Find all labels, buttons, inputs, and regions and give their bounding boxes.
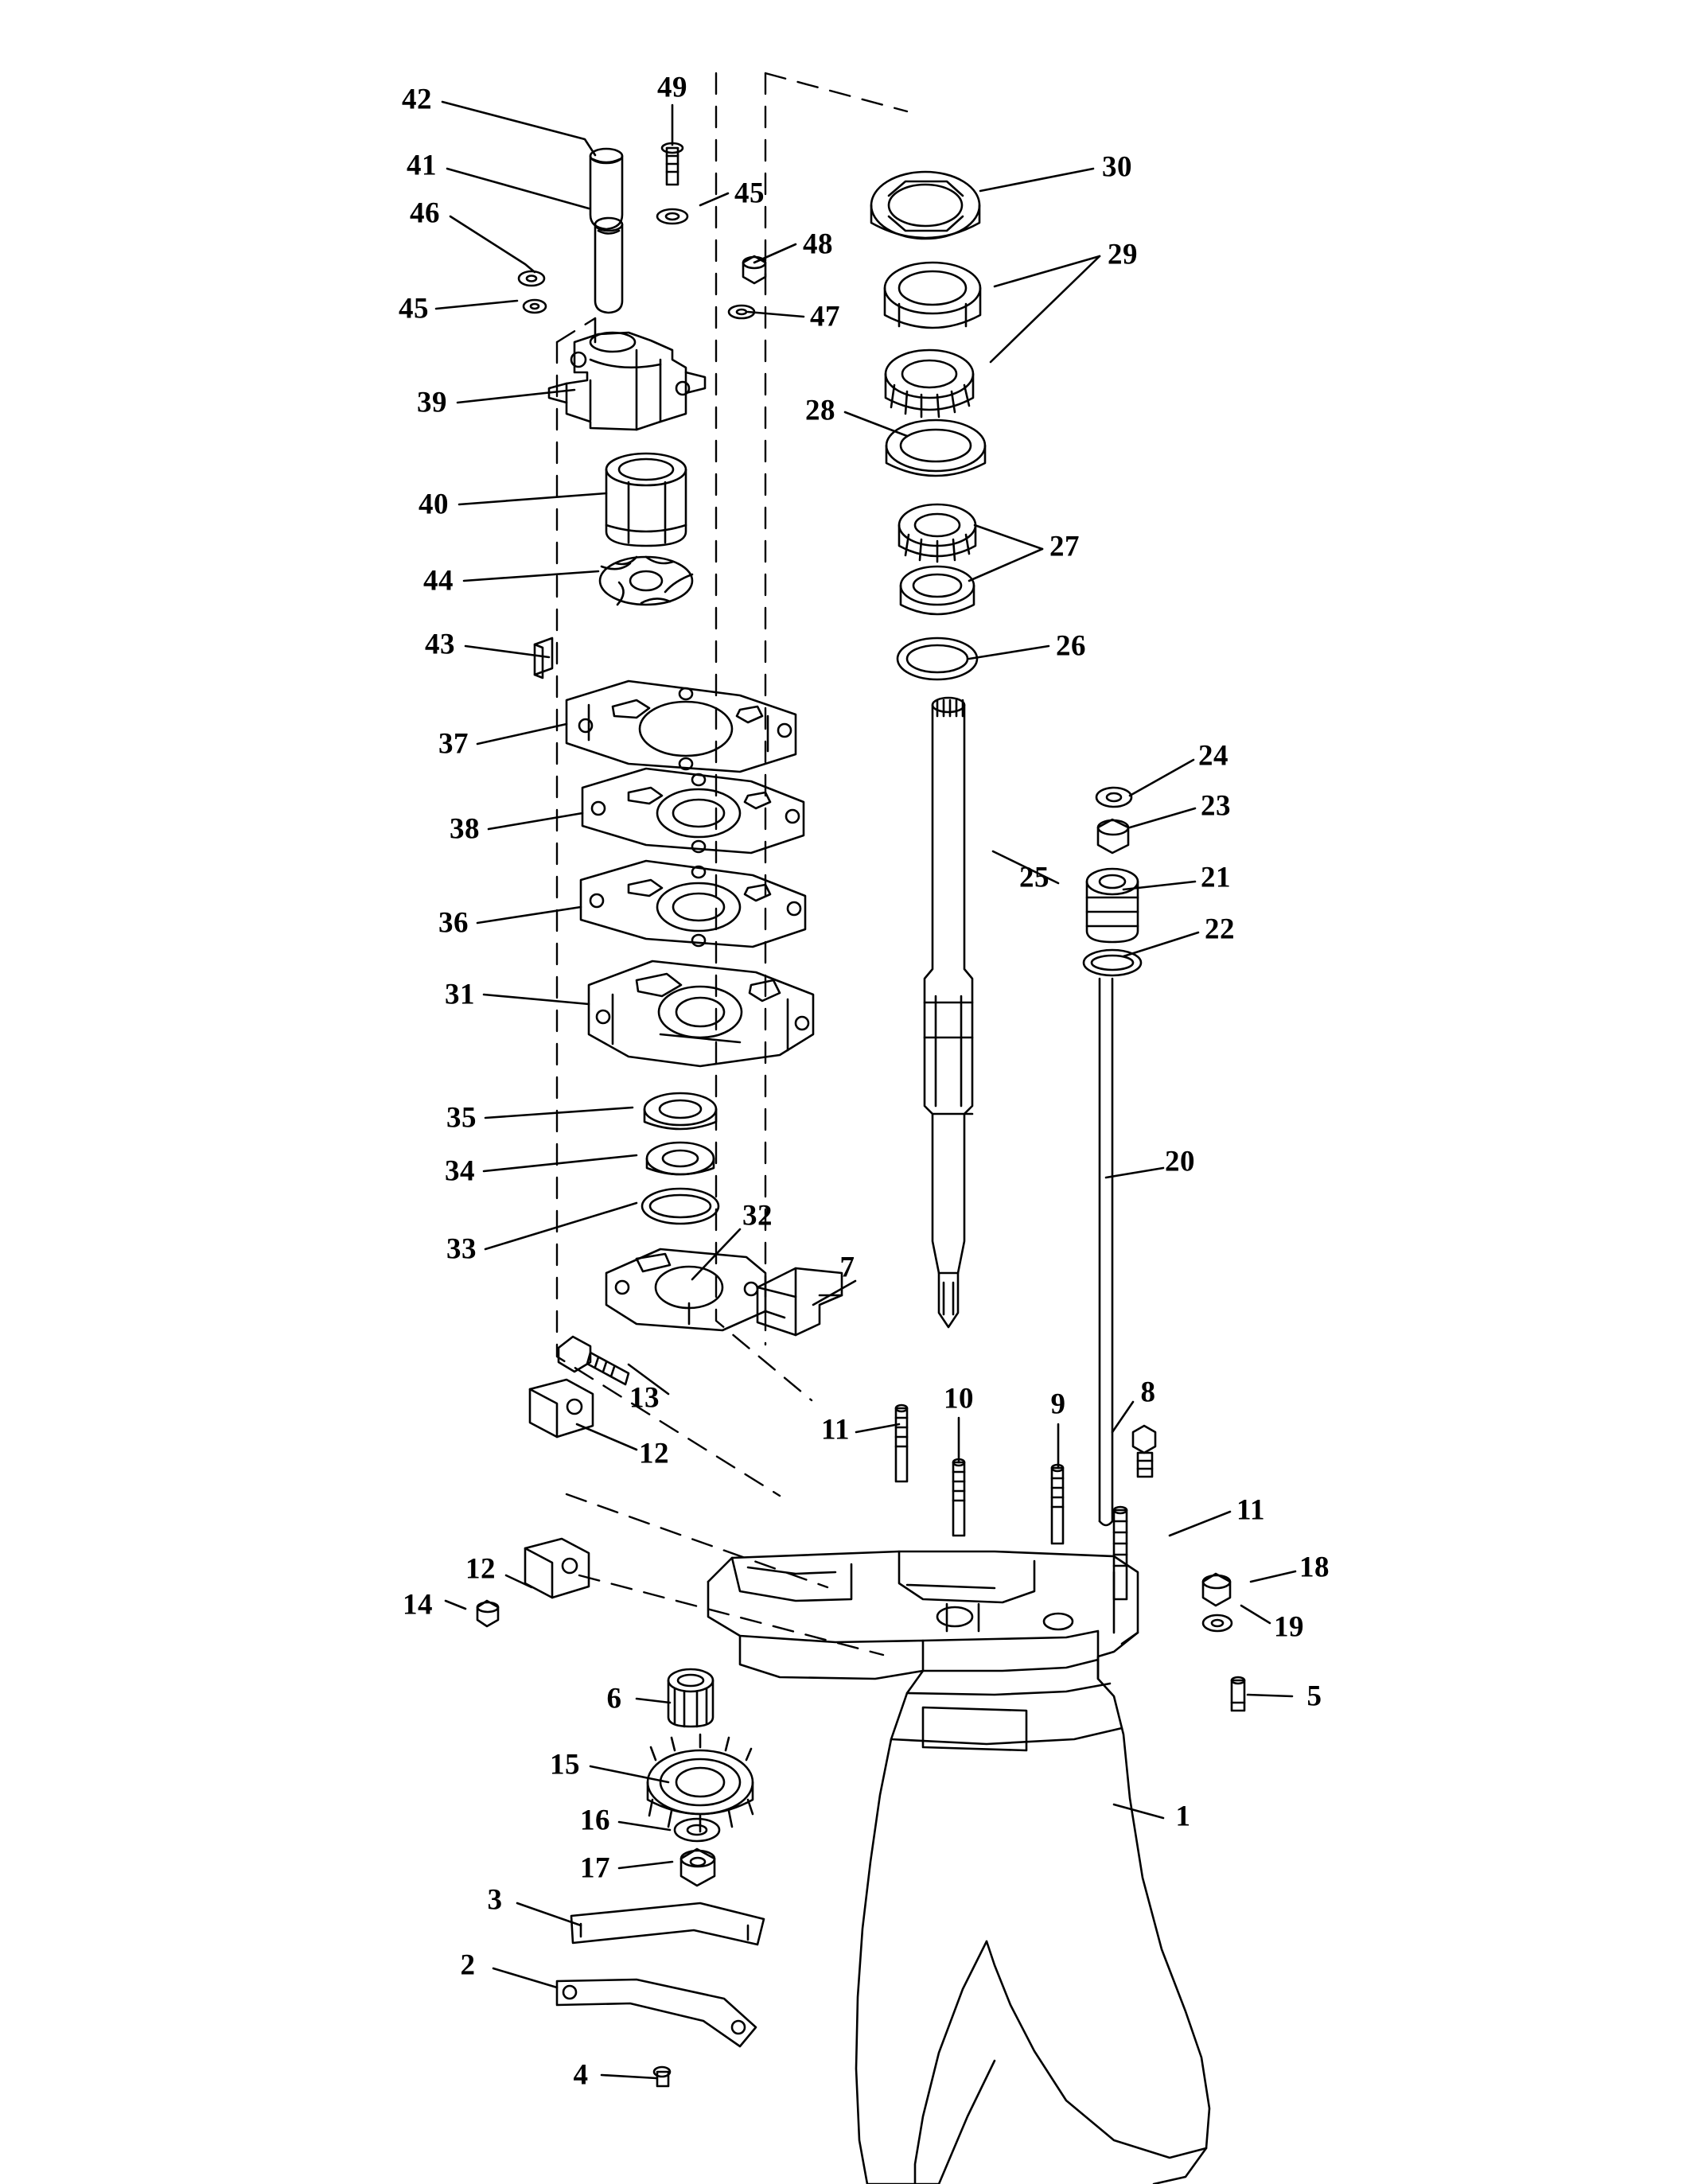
callout-12-lower: 12 [465, 1552, 496, 1586]
callout-37: 37 [438, 727, 469, 761]
callout-10: 10 [944, 1382, 974, 1415]
callout-39: 39 [417, 386, 447, 419]
callout-46: 46 [410, 197, 440, 230]
callout-49: 49 [657, 71, 687, 104]
callout-41: 41 [407, 149, 437, 182]
callout-36: 36 [438, 906, 469, 940]
callout-11-left: 11 [821, 1413, 850, 1446]
callout-33: 33 [446, 1232, 477, 1266]
callout-4: 4 [573, 2058, 589, 2092]
callout-12-upper: 12 [639, 1437, 669, 1470]
callout-35: 35 [446, 1101, 477, 1135]
callout-16: 16 [580, 1804, 610, 1837]
callout-14: 14 [403, 1588, 433, 1621]
callout-9: 9 [1050, 1388, 1066, 1421]
callout-31: 31 [445, 978, 475, 1011]
callout-7: 7 [839, 1251, 855, 1284]
callout-42: 42 [402, 83, 432, 116]
callout-6: 6 [606, 1682, 622, 1715]
callout-34: 34 [445, 1154, 475, 1188]
callout-45-left: 45 [399, 292, 429, 325]
callout-30: 30 [1102, 150, 1132, 184]
callout-48: 48 [803, 228, 833, 261]
callout-28: 28 [805, 394, 835, 427]
callout-21: 21 [1201, 861, 1231, 894]
callout-15: 15 [550, 1748, 580, 1781]
callout-29: 29 [1108, 238, 1138, 271]
callout-19: 19 [1274, 1610, 1304, 1644]
callout-23: 23 [1201, 789, 1231, 823]
callout-22: 22 [1205, 913, 1235, 946]
callout-8: 8 [1140, 1376, 1156, 1409]
callout-24: 24 [1198, 739, 1228, 773]
callout-1: 1 [1175, 1800, 1191, 1833]
callout-18: 18 [1299, 1551, 1330, 1584]
callout-26: 26 [1056, 629, 1086, 663]
callout-44: 44 [423, 564, 454, 598]
callout-5: 5 [1306, 1680, 1322, 1713]
callout-38: 38 [450, 812, 480, 846]
callout-43: 43 [425, 628, 455, 661]
callout-20: 20 [1165, 1145, 1195, 1178]
callout-2: 2 [460, 1948, 476, 1982]
callout-17: 17 [580, 1851, 610, 1885]
callout-47: 47 [810, 300, 840, 333]
callout-13: 13 [629, 1381, 660, 1415]
callout-45-top: 45 [734, 177, 765, 210]
callout-3: 3 [487, 1883, 503, 1917]
callout-25: 25 [1019, 861, 1049, 894]
callout-11-right: 11 [1236, 1493, 1265, 1527]
callout-27: 27 [1049, 530, 1080, 563]
callout-40: 40 [419, 488, 449, 521]
callout-32: 32 [742, 1199, 773, 1232]
